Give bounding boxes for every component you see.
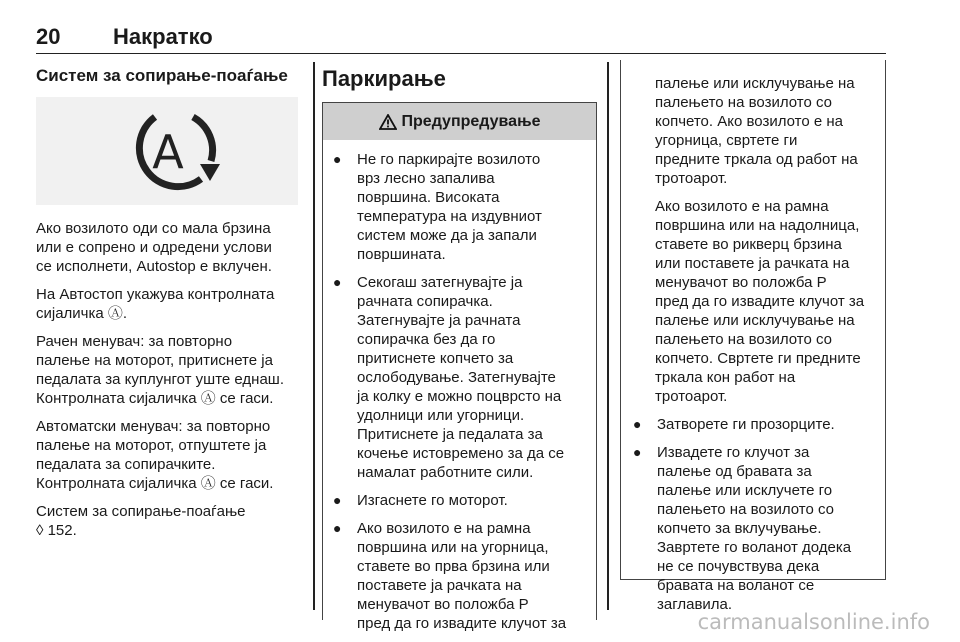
paragraph: На Автостоп укажува контролната сијаличка Ⓐ. (36, 286, 275, 322)
paragraph: Ако возилото е на рамна површина или на надолница, ставете во рикверц брзина или поставете ја рачката на менувачот во положба P пред да го извадите клучот за палење или исклучување на палењето на возилото со копчето. Свртете ги предните тркала кон работ на тротоарот. (655, 198, 865, 405)
list-item-text: Ако возилото е на рамна површина или на угорница, ставете во прва брзина или поставете ја рачката на менувачот во положба P пред да го извадите клучот за (357, 520, 567, 632)
list-item-text: Не го паркирајте возилото врз лесно запалива површина. Високата температура на издувниот систем може да ја запали површината. (357, 151, 542, 263)
list-item-text: Секогаш затегнувајте ја рачната сопирачка. Затегнувајте ја рачната сопирачка без да го притиснете копчето за ослободување. Затегнувајте ја колку е можно поцврсто на удолници или угорници. Притиснете ја педалата за кочење истовремено за да се намалат работните сили. (357, 274, 565, 481)
column-stop-start (36, 60, 304, 549)
section-title-stop-start: Систем за сопирање-поаѓање (36, 66, 288, 85)
column-parking (322, 60, 597, 632)
warning-triangle-icon (379, 114, 397, 130)
watermark-link[interactable]: carmanualsonline.info (697, 610, 930, 634)
chapter-title: Накратко (113, 24, 213, 49)
header-rule (36, 53, 886, 54)
list-item-text: Извадете го клучот за палење од бравата за палење или исклучете го палењето на возилото со копчето за вклучување. Завртете го воланот додека не се почувствува дека бравата на воланот се заглавила. (657, 444, 852, 613)
paragraph: Автоматски менувач: за повторно палење на моторот, отпуштете ја педалата за сопирачките. Контролната сијаличка Ⓐ се гаси. (36, 418, 274, 492)
list-item (631, 415, 875, 434)
list-item (331, 519, 588, 633)
paragraph: Ако возилото оди со мала брзина или е сопрено и одредени услови се исполнети, Autostop е вклучен. (36, 220, 272, 275)
bullet-icon: ● (633, 444, 642, 460)
svg-text:A: A (152, 125, 184, 179)
bullet-icon: ● (633, 416, 642, 432)
warning-body (322, 140, 597, 632)
paragraph: палење или исклучување на палењето на возилото со копчето. Ако возилото е на угорница, свртете ги предните тркала од работ на тротоарот. (655, 75, 858, 187)
section-title-parking: Паркирање (322, 66, 446, 91)
bullet-icon: ● (333, 151, 342, 167)
warning-header (322, 102, 597, 140)
auto-stop-icon (107, 103, 227, 199)
cross-reference: Систем за сопирање-поаѓање ◊ 152. (36, 503, 246, 539)
column-divider (607, 62, 609, 610)
bullet-icon: ● (333, 492, 342, 508)
list-item (331, 273, 588, 482)
page-number: 20 (36, 24, 61, 49)
paragraph: Рачен менувач: за повторно палење на моторот, притиснете ја педалата за куплунгот уште еднаш. Контролната сијаличка Ⓐ се гаси. (36, 333, 285, 407)
list-item (331, 491, 588, 510)
list-item-text: Затворете ги прозорците. (657, 416, 835, 433)
list-item (331, 150, 588, 264)
bullet-icon: ● (333, 274, 342, 290)
list-item-text: Изгаснете го моторот. (357, 492, 508, 509)
warning-body-continued (620, 60, 886, 613)
column-divider (313, 62, 315, 610)
list-item (631, 443, 875, 614)
warning-title: Предупредување (401, 113, 541, 130)
bullet-icon: ● (333, 520, 342, 536)
auto-stop-illustration (36, 97, 298, 205)
column-parking-continued (620, 60, 886, 613)
